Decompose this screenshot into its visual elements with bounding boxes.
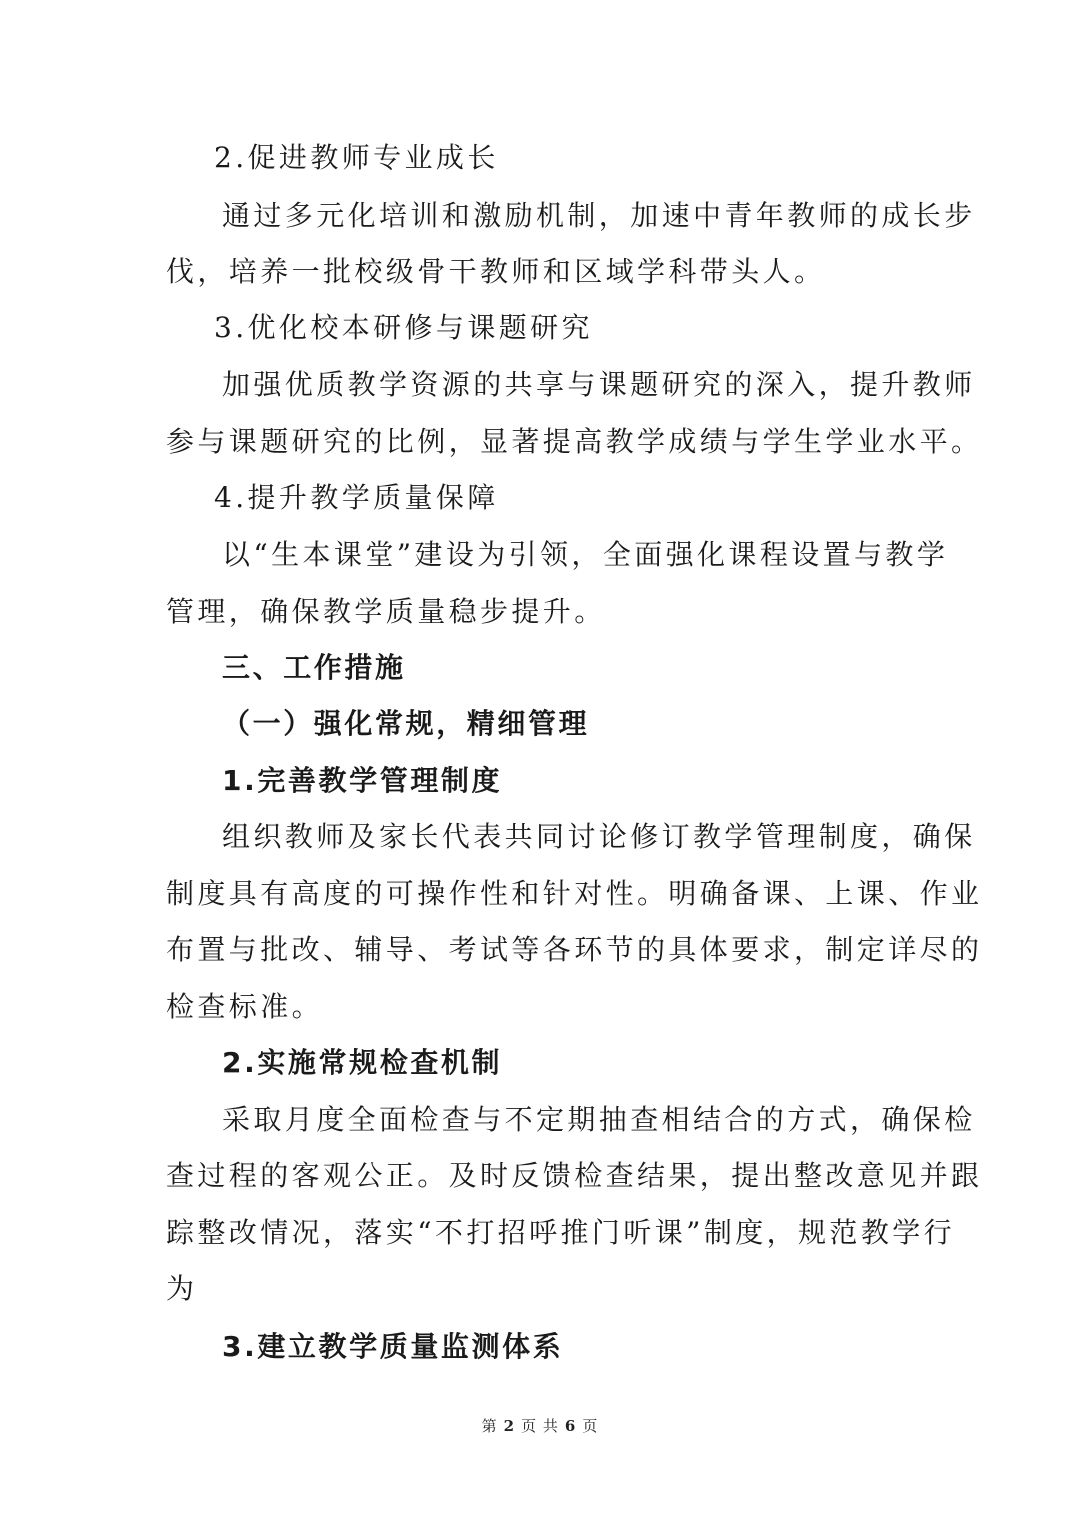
section-heading-line: （一）强化常规，精细管理 [222, 707, 590, 740]
page-footer [0, 1416, 1080, 1436]
paragraph-line: 加强优质教学资源的共享与课题研究的深入，提升教师 [222, 368, 976, 401]
paragraph-line: 通过多元化培训和激励机制，加速中青年教师的成长步 [222, 199, 976, 232]
paragraph-line: 4.提升教学质量保障 [214, 481, 499, 514]
footer-middle: 页 共 [521, 1417, 559, 1435]
paragraph-line: 管理，确保教学质量稳步提升。 [166, 595, 606, 628]
footer-total-pages: 6 [564, 1417, 577, 1435]
paragraph-line: 参与课题研究的比例，显著提高教学成绩与学生学业水平。 [166, 425, 983, 458]
footer-suffix: 页 [582, 1417, 599, 1435]
section-heading-line: 1.完善教学管理制度 [222, 764, 503, 797]
paragraph-line: 伐，培养一批校级骨干教师和区域学科带头人。 [166, 255, 826, 288]
paragraph-line: 布置与批改、辅导、考试等各环节的具体要求，制定详尽的 [166, 933, 983, 966]
section-heading-line: 三、工作措施 [222, 651, 406, 684]
paragraph-line: 查过程的客观公正。及时反馈检查结果，提出整改意见并跟 [166, 1159, 983, 1192]
paragraph-line: 踪整改情况，落实“不打招呼推门听课”制度，规范教学行 [166, 1216, 956, 1249]
section-heading-line: 2.实施常规检查机制 [222, 1046, 503, 1079]
footer-page-number: 2 [503, 1417, 516, 1435]
paragraph-line: 2.促进教师专业成长 [214, 141, 499, 174]
paragraph-line: 组织教师及家长代表共同讨论修订教学管理制度，确保 [222, 820, 976, 853]
paragraph-line: 以“生本课堂”建设为引领，全面强化课程设置与教学 [222, 538, 949, 571]
paragraph-line: 为 [166, 1272, 198, 1305]
paragraph-line: 采取月度全面检查与不定期抽查相结合的方式，确保检 [222, 1103, 976, 1136]
paragraph-line: 3.优化校本研修与课题研究 [214, 311, 593, 344]
paragraph-line: 检查标准。 [166, 990, 324, 1023]
paragraph-line: 制度具有高度的可操作性和针对性。明确备课、上课、作业 [166, 877, 983, 910]
section-heading-line: 3.建立教学质量监测体系 [222, 1330, 564, 1363]
footer-prefix: 第 [481, 1417, 498, 1435]
